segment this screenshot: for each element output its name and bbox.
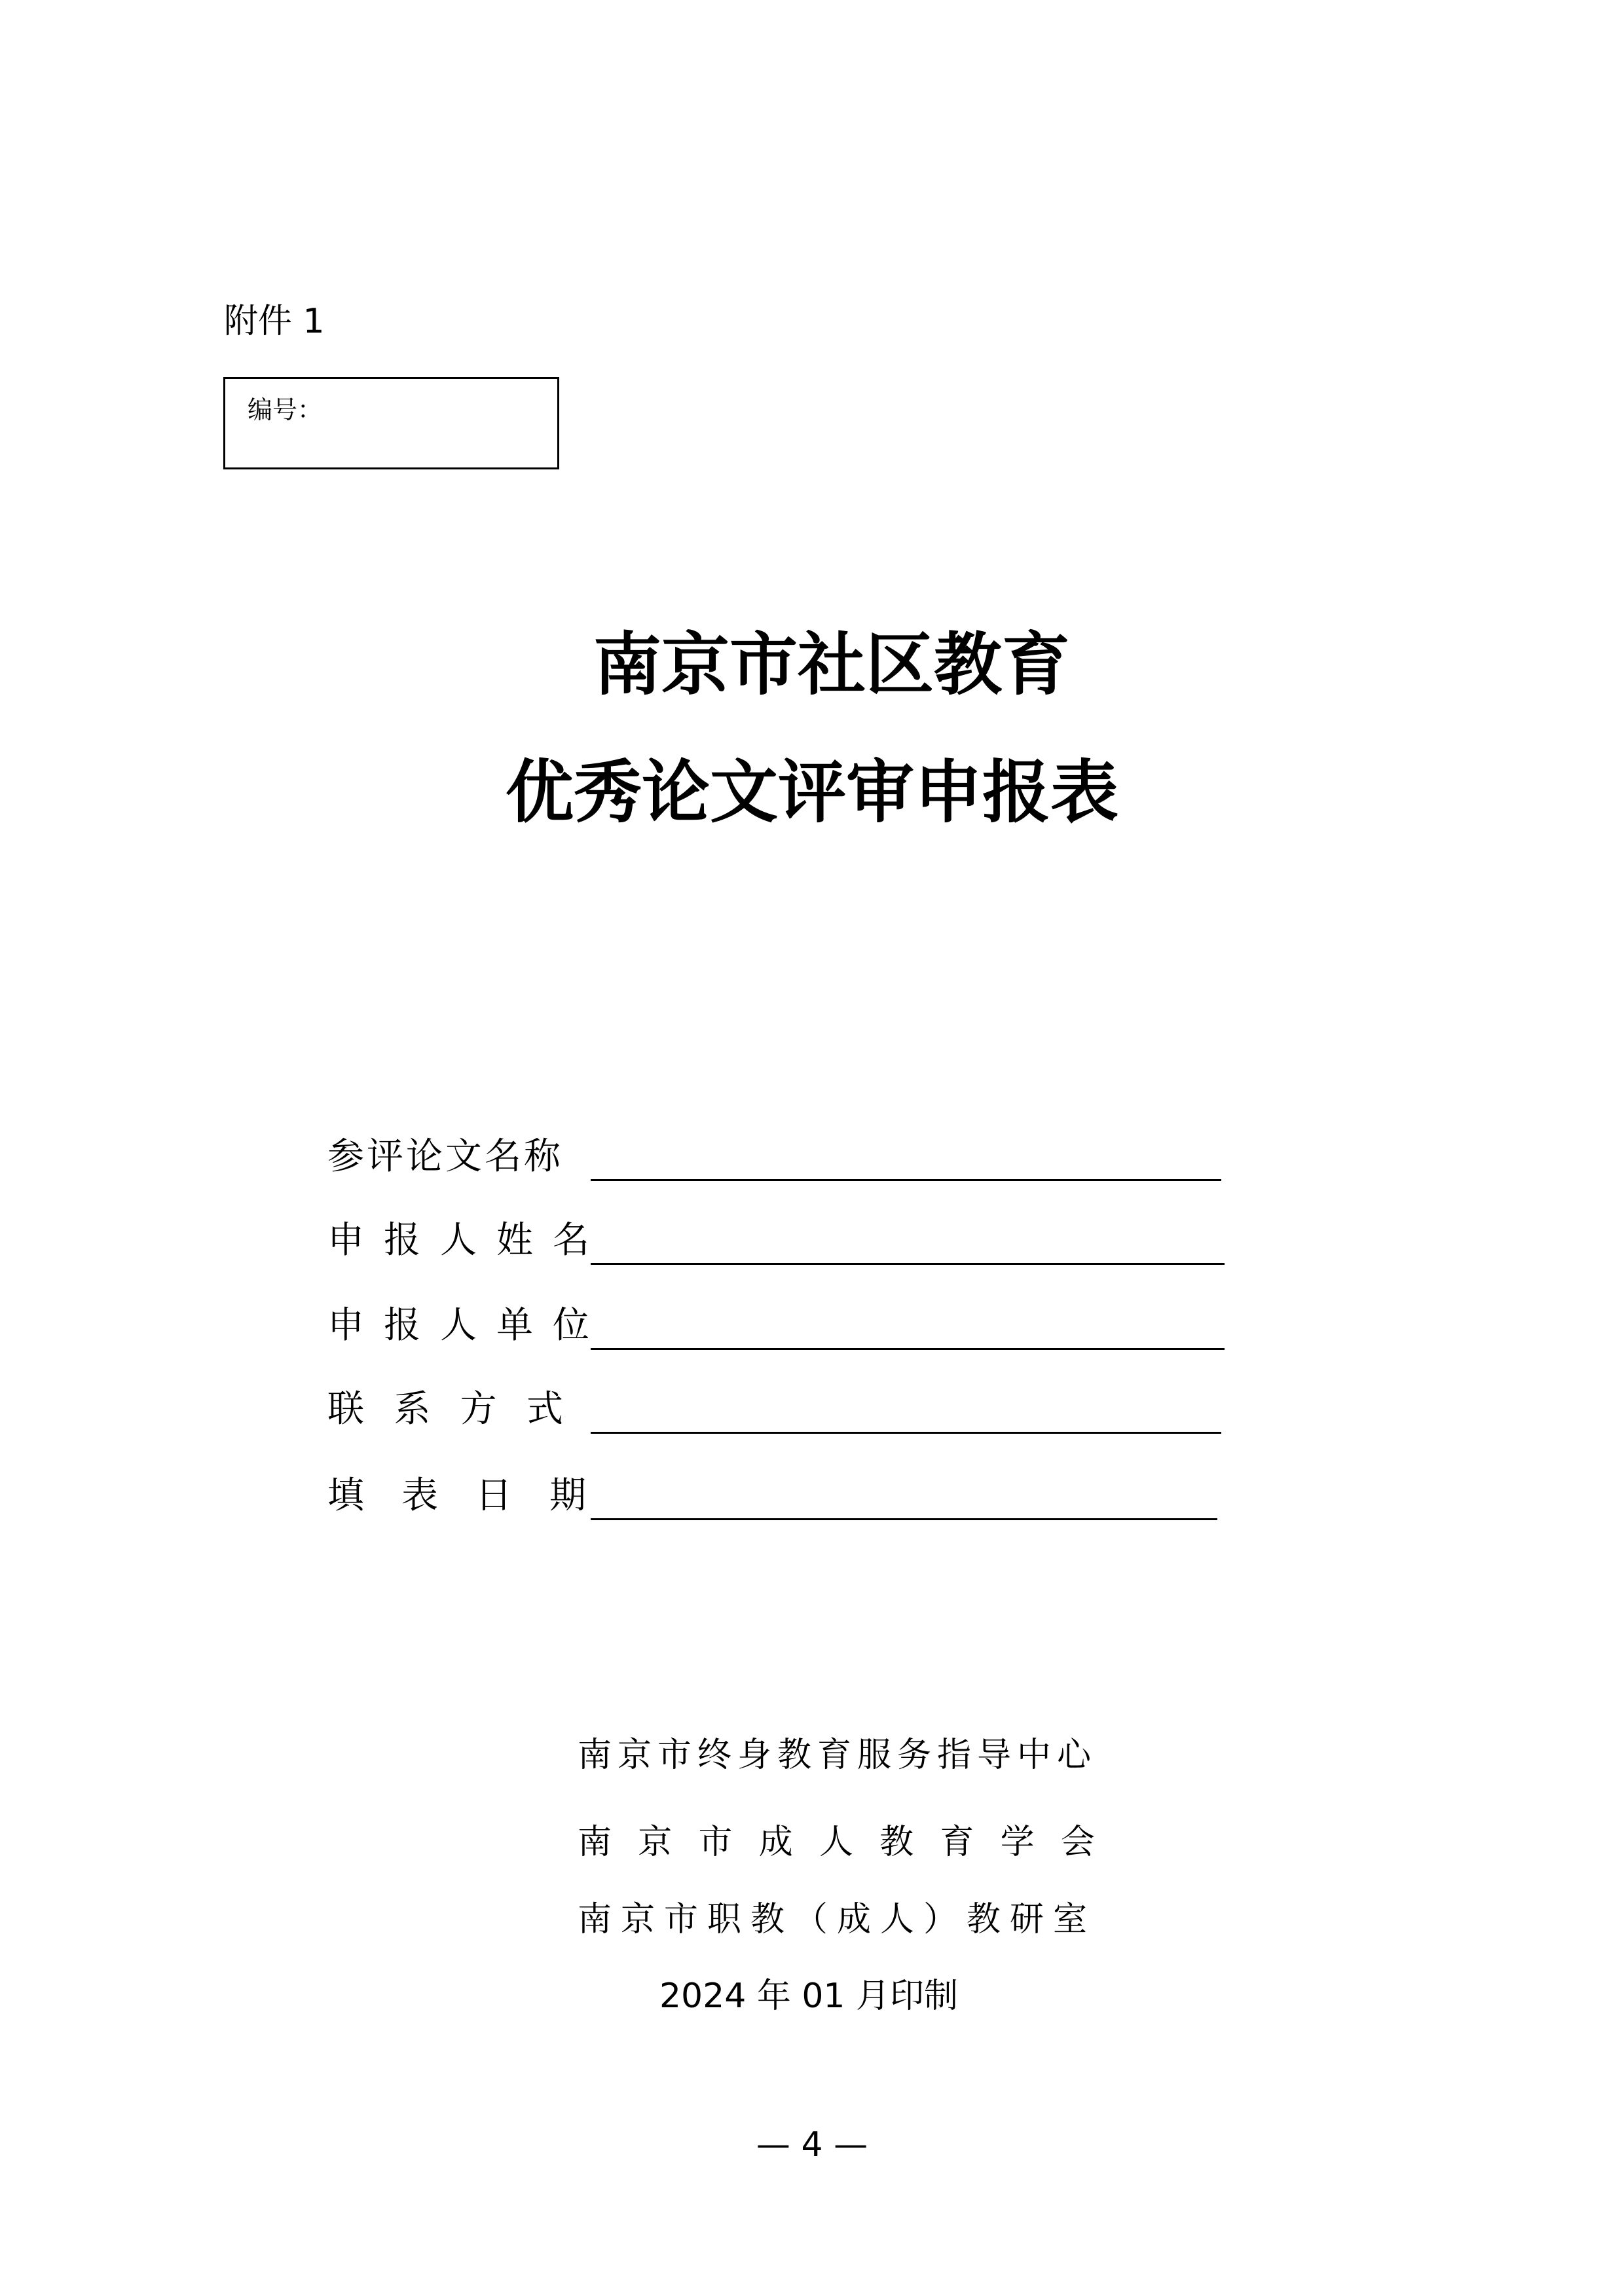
field-label-char: 名 (553, 1219, 589, 1262)
page-number: — 4 — (756, 2125, 868, 2164)
field-label-char: 单 (496, 1304, 533, 1347)
field-label-char: 填 (327, 1474, 364, 1517)
field-input-line-paper-title[interactable] (591, 1179, 1221, 1181)
field-input-line-applicant-unit[interactable] (591, 1348, 1225, 1350)
issuer-char: 京 (638, 1823, 673, 1862)
issuer-org1: 南京市终身教育服务指导中心 (578, 1736, 1098, 1775)
issuer-org2 (578, 1819, 1095, 1866)
field-label-paper-title: 参评论文名称 (327, 1135, 563, 1178)
form-title-line2: 优秀论文评审申报表 (505, 752, 1118, 832)
field-label-char: 方 (460, 1388, 497, 1430)
form-title-line1: 南京市社区教育 (593, 624, 1070, 704)
field-label-char: 报 (384, 1219, 420, 1262)
field-label-char: 姓 (496, 1219, 533, 1262)
field-label-applicant-unit (327, 1300, 589, 1352)
field-label-char: 位 (553, 1304, 589, 1347)
serial-number-box[interactable] (223, 377, 559, 469)
attachment-label: 附件 1 (224, 302, 325, 341)
issuer-char: 育 (940, 1823, 974, 1862)
field-label-char: 报 (384, 1304, 420, 1347)
field-label-char: 日 (475, 1474, 512, 1517)
issuer-char: 南 (578, 1823, 612, 1862)
field-label-char: 申 (327, 1304, 364, 1347)
field-label-fill-date (327, 1470, 586, 1522)
field-input-line-applicant-name[interactable] (591, 1263, 1225, 1265)
field-label-applicant-name (327, 1214, 589, 1267)
field-label-char: 表 (401, 1474, 438, 1517)
print-date: 2024 年 01 月印制 (659, 1977, 959, 2016)
field-label-char: 联 (327, 1388, 364, 1430)
issuer-char: 成 (758, 1823, 793, 1862)
issuer-char: 学 (1000, 1823, 1035, 1862)
field-input-line-fill-date[interactable] (591, 1518, 1217, 1520)
field-label-char: 系 (394, 1388, 431, 1430)
field-label-contact (327, 1383, 563, 1436)
field-label-char: 人 (440, 1219, 477, 1262)
issuer-char: 人 (819, 1823, 853, 1862)
field-input-line-contact[interactable] (591, 1432, 1221, 1434)
field-label-char: 申 (327, 1219, 364, 1262)
issuer-char: 教 (879, 1823, 914, 1862)
field-label-char: 人 (440, 1304, 477, 1347)
field-label-char: 期 (549, 1474, 586, 1517)
field-label-char: 式 (526, 1388, 563, 1430)
issuer-char: 市 (698, 1823, 733, 1862)
issuer-char: 会 (1060, 1823, 1095, 1862)
serial-number-label: 编号： (248, 395, 323, 424)
issuer-org3: 南京市职教（成人）教研室 (578, 1900, 1097, 1939)
